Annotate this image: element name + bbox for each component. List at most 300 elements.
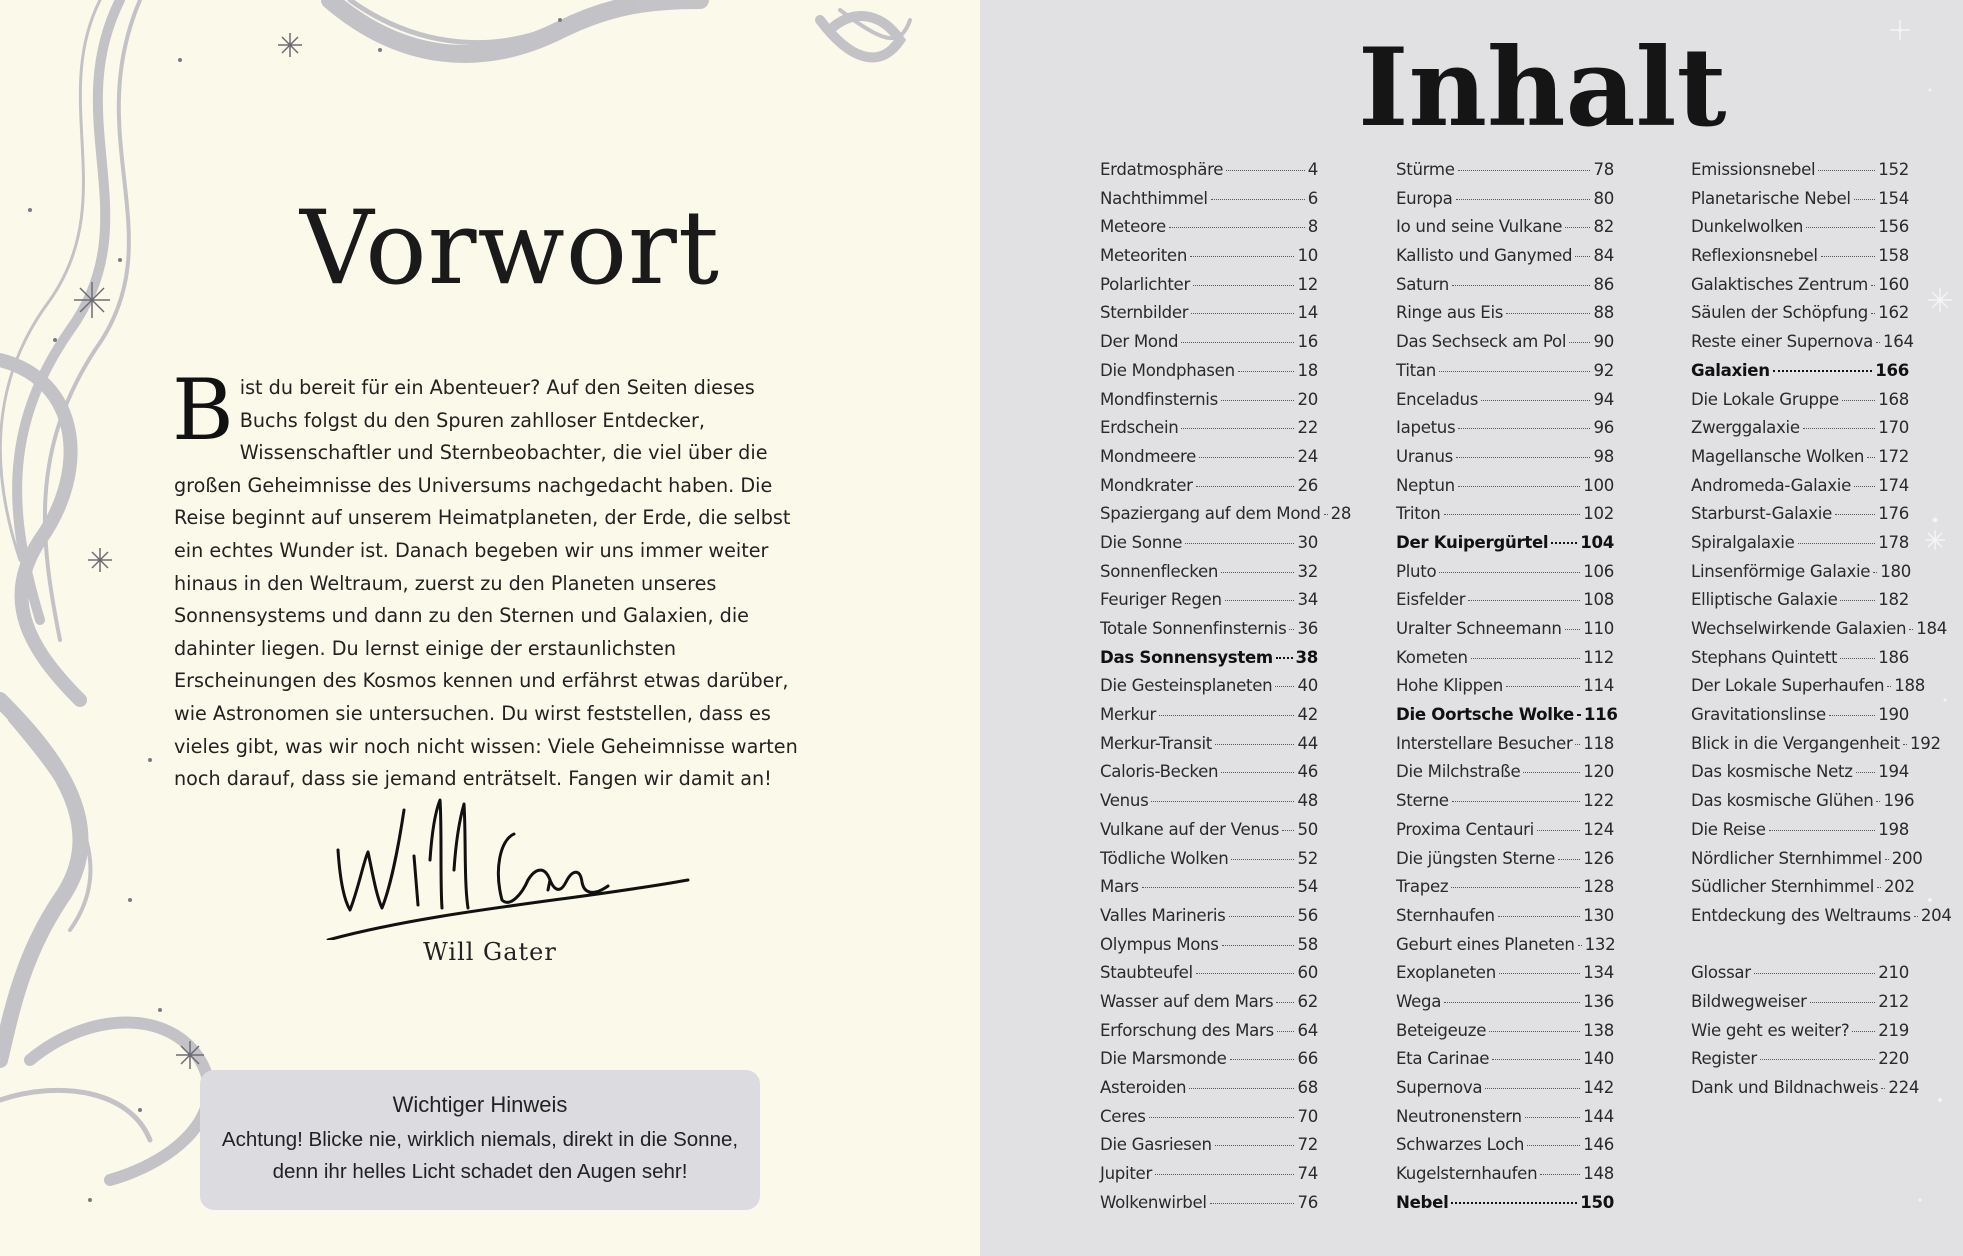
toc-entry-title: Beteigeuze — [1396, 1020, 1487, 1040]
toc-entry[interactable] — [1396, 1107, 1614, 1136]
toc-leader-dots — [1803, 428, 1875, 429]
toc-leader-dots — [1324, 514, 1328, 515]
toc-entry-page: 86 — [1593, 274, 1614, 294]
toc-entry-title: Feuriger Regen — [1100, 590, 1222, 610]
toc-entry-title: Spaziergang auf dem Mond — [1100, 504, 1321, 524]
toc-entry[interactable] — [1691, 332, 1914, 361]
toc-entry-title: Erdatmosphäre — [1100, 160, 1224, 179]
toc-entry-page: 190 — [1878, 705, 1909, 725]
toc-entry[interactable] — [1396, 734, 1614, 763]
toc-entry[interactable] — [1396, 877, 1614, 906]
toc-leader-dots — [1871, 313, 1875, 314]
toc-entry-page: 132 — [1584, 934, 1616, 954]
toc-entry-title: Südlicher Sternhimmel — [1691, 877, 1875, 897]
toc-entry-page: 76 — [1297, 1192, 1318, 1212]
toc-entry-title: Sternhaufen — [1396, 905, 1495, 925]
toc-entry[interactable] — [1100, 189, 1318, 218]
toc-entry[interactable] — [1396, 676, 1614, 705]
toc-entry-page: 92 — [1593, 360, 1614, 380]
toc-entry[interactable] — [1100, 762, 1318, 791]
toc-leader-dots — [1821, 256, 1876, 257]
toc-leader-dots — [1485, 1088, 1580, 1089]
toc-entry-page: 136 — [1583, 991, 1614, 1011]
toc-entry[interactable] — [1100, 361, 1318, 390]
toc-entry[interactable] — [1100, 1078, 1318, 1107]
toc-entry-title: Jupiter — [1100, 1164, 1152, 1184]
toc-entry[interactable] — [1100, 332, 1318, 361]
toc-entry-title: Emissionsnebel — [1691, 160, 1816, 179]
toc-entry-page: 66 — [1297, 1049, 1318, 1069]
toc-entry[interactable] — [1691, 992, 1909, 1021]
toc-leader-dots — [1877, 887, 1881, 888]
toc-entry-page: 110 — [1583, 619, 1614, 638]
toc-leader-dots — [1196, 973, 1295, 974]
toc-entry-page: 178 — [1878, 532, 1909, 552]
toc-entry-page: 128 — [1583, 877, 1614, 897]
toc-entry-page: 54 — [1297, 877, 1318, 897]
toc-entry-title: Vulkane auf der Venus — [1100, 819, 1280, 839]
toc-entry-title: Trapez — [1396, 877, 1449, 897]
toc-entry-title: Das Sonnensystem — [1100, 647, 1273, 667]
toc-entry-title: Starburst-Galaxie — [1691, 504, 1832, 524]
toc-entry-page: 88 — [1593, 303, 1614, 323]
toc-entry-title: Proxima Centauri — [1396, 819, 1534, 839]
toc-entry[interactable] — [1100, 303, 1318, 332]
notice-title: Wichtiger Hinweis — [392, 1092, 568, 1117]
toc-entry[interactable] — [1691, 246, 1909, 275]
toc-entry[interactable] — [1100, 619, 1318, 648]
toc-entry-title: Kugelsternhaufen — [1396, 1164, 1538, 1184]
toc-entry-title: Bildwegweiser — [1691, 991, 1807, 1011]
toc-entry-page: 104 — [1580, 532, 1614, 552]
toc-entry-title: Sterne — [1396, 791, 1449, 811]
toc-entry-page: 96 — [1593, 418, 1614, 438]
toc-entry-title: Die Oortsche Wolke — [1396, 705, 1574, 725]
toc-entry-title: Neptun — [1396, 475, 1455, 495]
toc-entry-title: Wechselwirkende Galaxien — [1691, 619, 1907, 638]
toc-entry[interactable] — [1691, 562, 1909, 591]
toc-leader-dots — [1199, 457, 1294, 458]
toc-entry-title: Sonnenflecken — [1100, 561, 1219, 581]
toc-entry[interactable] — [1396, 447, 1614, 476]
toc-leader-dots — [1840, 658, 1875, 659]
toc-entry[interactable] — [1691, 390, 1909, 419]
toc-entry[interactable] — [1691, 160, 1909, 189]
toc-entry[interactable] — [1691, 963, 1909, 992]
toc-entry-title: Ringe aus Eis — [1396, 303, 1504, 323]
toc-entry[interactable] — [1396, 361, 1614, 390]
toc-leader-dots — [1468, 600, 1580, 601]
toc-entry-title: Uranus — [1396, 446, 1454, 466]
toc-section-heading[interactable] — [1396, 533, 1614, 562]
toc-entry[interactable] — [1691, 1078, 1920, 1107]
toc-entry[interactable] — [1691, 762, 1909, 791]
toc-entry-title: Stürme — [1396, 160, 1455, 179]
toc-leader-dots — [1829, 715, 1875, 716]
toc-entry-title: Caloris-Becken — [1100, 762, 1219, 782]
toc-entry[interactable] — [1100, 246, 1318, 275]
toc-leader-dots — [1810, 1002, 1876, 1003]
toc-entry-title: Nebel — [1396, 1192, 1449, 1212]
toc-entry-page: 42 — [1297, 705, 1318, 725]
toc-leader-dots — [1769, 830, 1876, 831]
toc-leader-dots — [1225, 600, 1295, 601]
toc-entry-title: Erforschung des Mars — [1100, 1020, 1274, 1040]
toc-entry-title: Totale Sonnenfinsternis — [1100, 619, 1287, 638]
toc-leader-dots — [1181, 342, 1294, 343]
toc-leader-dots — [1142, 887, 1295, 888]
toc-entry[interactable] — [1100, 1193, 1318, 1222]
toc-entry-page: 12 — [1297, 274, 1318, 294]
toc-entry[interactable] — [1100, 275, 1318, 304]
toc-entry[interactable] — [1396, 992, 1614, 1021]
toc-entry[interactable] — [1396, 906, 1614, 935]
toc-entry-page: 114 — [1583, 676, 1614, 696]
toc-entry-page: 184 — [1916, 619, 1948, 638]
toc-entry-page: 200 — [1891, 848, 1923, 868]
toc-entry-page: 186 — [1878, 647, 1909, 667]
toc-entry[interactable] — [1691, 217, 1909, 246]
toc-entry-page: 40 — [1297, 676, 1318, 696]
toc-entry-title: Die Marsmonde — [1100, 1049, 1227, 1069]
toc-entry-page: 122 — [1583, 791, 1614, 811]
toc-entry[interactable] — [1691, 791, 1915, 820]
foreword-title: Vorwort — [300, 189, 720, 308]
toc-entry[interactable] — [1100, 877, 1318, 906]
toc-leader-dots — [1852, 1031, 1875, 1032]
toc-entry[interactable] — [1396, 935, 1614, 964]
toc-entry[interactable] — [1100, 447, 1318, 476]
toc-entry[interactable] — [1691, 590, 1909, 619]
toc-entry-title: Register — [1691, 1049, 1757, 1069]
warning-notice — [200, 1070, 760, 1210]
toc-entry-page: 168 — [1878, 389, 1909, 409]
toc-entry-page: 84 — [1593, 246, 1614, 266]
toc-entry-page: 170 — [1878, 418, 1909, 438]
toc-leader-dots — [1181, 428, 1294, 429]
toc-entry[interactable] — [1100, 791, 1318, 820]
toc-entry[interactable] — [1396, 476, 1614, 505]
toc-entry[interactable] — [1396, 160, 1614, 189]
toc-entry-page: 98 — [1593, 446, 1614, 466]
toc-entry[interactable] — [1396, 562, 1614, 591]
toc-entry[interactable] — [1691, 275, 1909, 304]
toc-entry-page: 124 — [1583, 819, 1614, 839]
toc-leader-dots — [1489, 1031, 1580, 1032]
toc-leader-dots — [1525, 1117, 1581, 1118]
toc-entry-page: 146 — [1583, 1135, 1614, 1155]
toc-section-heading[interactable] — [1396, 1193, 1614, 1222]
toc-entry-title: Andromeda-Galaxie — [1691, 475, 1852, 495]
toc-entry-title: Die Gasriesen — [1100, 1135, 1212, 1155]
toc-entry[interactable] — [1100, 734, 1318, 763]
toc-entry[interactable] — [1396, 390, 1614, 419]
toc-entry[interactable] — [1396, 332, 1614, 361]
toc-entry[interactable] — [1691, 733, 1941, 763]
toc-entry[interactable] — [1100, 476, 1318, 505]
toc-leader-dots — [1842, 400, 1875, 401]
toc-leader-dots — [1575, 256, 1590, 257]
toc-entry[interactable] — [1691, 1021, 1909, 1050]
toc-leader-dots — [1575, 744, 1580, 745]
toc-leader-dots — [1149, 1117, 1295, 1118]
toc-entry-title: Das kosmische Netz — [1691, 762, 1853, 782]
toc-leader-dots — [1506, 686, 1580, 687]
toc-entry[interactable] — [1100, 390, 1318, 419]
toc-entry[interactable] — [1396, 1164, 1614, 1193]
toc-leader-dots — [1444, 1002, 1580, 1003]
toc-section-heading[interactable] — [1100, 648, 1318, 677]
toc-entry-title: Gravitationslinse — [1691, 705, 1826, 725]
toc-entry-title: Die jüngsten Sterne — [1396, 848, 1556, 868]
toc-leader-dots — [1773, 370, 1872, 372]
toc-entry-page: 36 — [1297, 619, 1318, 638]
toc-entry-title: Säulen der Schöpfung — [1691, 303, 1868, 323]
toc-entry-title: Planetarische Nebel — [1691, 188, 1851, 208]
toc-leader-dots — [1211, 199, 1305, 200]
toc-leader-dots — [1506, 313, 1590, 314]
toc-section-heading[interactable] — [1691, 361, 1909, 390]
toc-leader-dots — [1452, 285, 1591, 286]
toc-leader-dots — [1159, 715, 1294, 716]
toc-entry[interactable] — [1396, 963, 1614, 992]
toc-entry[interactable] — [1396, 762, 1614, 791]
toc-entry[interactable] — [1396, 246, 1614, 275]
toc-entry-title: Polarlichter — [1100, 274, 1190, 294]
toc-entry[interactable] — [1396, 820, 1614, 849]
toc-entry[interactable] — [1100, 676, 1318, 705]
toc-leader-dots — [1439, 371, 1591, 372]
toc-leader-dots — [1798, 543, 1876, 544]
toc-entry[interactable] — [1396, 504, 1614, 533]
toc-leader-dots — [1498, 916, 1580, 917]
toc-entry-page: 212 — [1878, 991, 1909, 1011]
toc-entry[interactable] — [1396, 217, 1614, 246]
toc-leader-dots — [1909, 629, 1913, 630]
toc-entry[interactable] — [1691, 1049, 1909, 1078]
toc-entry[interactable] — [1396, 1021, 1614, 1050]
toc-entry[interactable] — [1100, 1021, 1318, 1050]
toc-entry[interactable] — [1691, 619, 1948, 648]
toc-entry-page: 196 — [1883, 791, 1915, 811]
toc-entry-title: Wolkenwirbel — [1100, 1192, 1207, 1212]
toc-entry-title: Supernova — [1396, 1078, 1483, 1097]
toc-entry[interactable] — [1100, 160, 1318, 189]
toc-entry[interactable] — [1100, 418, 1318, 447]
toc-entry[interactable] — [1100, 590, 1318, 619]
dropcap-letter: B — [172, 361, 234, 459]
toc-entry[interactable] — [1691, 303, 1909, 332]
toc-entry-title: Die Mondphasen — [1100, 360, 1235, 380]
toc-entry-title: Der Lokale Superhaufen — [1691, 676, 1885, 696]
toc-leader-dots — [1537, 830, 1580, 831]
toc-entry-title: Triton — [1396, 504, 1441, 524]
toc-entry-title: Der Kuipergürtel — [1396, 532, 1549, 552]
toc-entry[interactable] — [1691, 533, 1909, 562]
toc-leader-dots — [1215, 744, 1295, 745]
toc-entry[interactable] — [1396, 791, 1614, 820]
toc-entry[interactable] — [1100, 1049, 1318, 1078]
toc-entry[interactable] — [1100, 1107, 1318, 1136]
toc-entry-title: Die Milchstraße — [1396, 762, 1521, 782]
toc-entry[interactable] — [1100, 504, 1352, 533]
toc-entry-page: 10 — [1297, 246, 1318, 266]
toc-entry-title: Das Sechseck am Pol — [1396, 332, 1567, 352]
toc-entry-title: Wie geht es weiter? — [1691, 1020, 1850, 1040]
toc-leader-dots — [1230, 1059, 1295, 1060]
toc-section-heading[interactable] — [1396, 705, 1618, 734]
toc-entry-title: Kometen — [1396, 647, 1468, 667]
toc-entry-title: Galaktisches Zentrum — [1691, 274, 1869, 294]
toc-entry-title: Eta Carinae — [1396, 1049, 1490, 1069]
toc-entry[interactable] — [1100, 1135, 1318, 1164]
toc-entry[interactable] — [1691, 877, 1915, 906]
toc-leader-dots — [1565, 629, 1581, 630]
toc-entry-page: 102 — [1583, 504, 1614, 524]
toc-entry[interactable] — [1396, 1135, 1614, 1164]
toc-entry[interactable] — [1691, 848, 1923, 878]
toc-entry-page: 116 — [1583, 705, 1618, 725]
toc-entry[interactable] — [1691, 648, 1909, 677]
toc-entry[interactable] — [1396, 648, 1614, 677]
toc-entry[interactable] — [1691, 504, 1909, 533]
toc-entry-page: 44 — [1297, 733, 1318, 753]
toc-entry-page: 90 — [1593, 332, 1614, 352]
toc-leader-dots — [1169, 227, 1305, 228]
foreword-text — [172, 361, 814, 796]
toc-entry[interactable] — [1691, 705, 1909, 734]
toc-entry[interactable] — [1100, 992, 1318, 1021]
toc-entry[interactable] — [1691, 447, 1909, 476]
toc-leader-dots — [1854, 199, 1876, 200]
toc-entry-title: Stephans Quintett — [1691, 647, 1838, 667]
toc-leader-dots — [1190, 256, 1294, 257]
toc-entry-title: Meteore — [1100, 217, 1166, 237]
toc-entry-page: 74 — [1297, 1164, 1318, 1184]
toc-entry[interactable] — [1100, 906, 1318, 935]
toc-entry-page: 138 — [1583, 1020, 1614, 1040]
toc-leader-dots — [1887, 686, 1891, 687]
toc-column-1 — [1100, 160, 1352, 1221]
toc-entry-page: 156 — [1878, 217, 1909, 237]
toc-entry[interactable] — [1691, 676, 1926, 705]
toc-entry[interactable] — [1100, 849, 1318, 878]
toc-entry-title: Merkur-Transit — [1100, 733, 1212, 753]
toc-column-3 — [1691, 160, 1952, 1107]
toc-entry[interactable] — [1100, 562, 1318, 591]
toc-entry-title: Zwerggalaxie — [1691, 418, 1800, 438]
toc-entry-title: Saturn — [1396, 274, 1449, 294]
toc-entry-page: 14 — [1297, 303, 1318, 323]
toc-entry-title: Meteoriten — [1100, 246, 1188, 266]
toc-entry-page: 140 — [1583, 1049, 1614, 1069]
toc-entry[interactable] — [1691, 476, 1909, 505]
toc-entry[interactable] — [1100, 533, 1318, 562]
toc-entry[interactable] — [1396, 303, 1614, 332]
toc-entry[interactable] — [1100, 217, 1318, 246]
toc-entry-page: 16 — [1297, 332, 1318, 352]
toc-entry[interactable] — [1396, 418, 1614, 447]
toc-entry-title: Nachthimmel — [1100, 188, 1208, 208]
toc-leader-dots — [1276, 1002, 1294, 1003]
toc-entry-page: 30 — [1297, 532, 1318, 552]
toc-entry-page: 112 — [1583, 647, 1614, 667]
toc-leader-dots — [1458, 428, 1590, 429]
toc-entry-title: Elliptische Galaxie — [1691, 590, 1838, 610]
toc-entry-page: 18 — [1297, 360, 1318, 380]
toc-leader-dots — [1523, 772, 1580, 773]
contents-title: Inhalt — [1358, 25, 1727, 151]
toc-entry-page: 28 — [1330, 504, 1352, 524]
toc-leader-dots — [1456, 199, 1591, 200]
toc-entry[interactable] — [1691, 820, 1909, 849]
toc-entry-title: Nördlicher Sternhimmel — [1691, 848, 1882, 868]
toc-entry[interactable] — [1100, 963, 1318, 992]
toc-entry-page: 46 — [1297, 762, 1318, 782]
toc-entry[interactable] — [1396, 1078, 1614, 1107]
toc-entry-page: 134 — [1583, 963, 1614, 983]
toc-entry-page: 152 — [1878, 160, 1909, 179]
toc-entry[interactable] — [1100, 1164, 1318, 1193]
toc-entry-page: 210 — [1878, 963, 1909, 983]
toc-entry-page: 142 — [1583, 1078, 1614, 1097]
toc-entry-page: 4 — [1307, 160, 1318, 179]
toc-leader-dots — [1527, 1145, 1580, 1146]
toc-entry[interactable] — [1396, 189, 1614, 218]
toc-entry[interactable] — [1396, 849, 1614, 878]
toc-entry-page: 106 — [1583, 561, 1614, 581]
toc-entry[interactable] — [1396, 275, 1614, 304]
toc-entry-page: 219 — [1878, 1020, 1909, 1040]
toc-entry[interactable] — [1396, 619, 1614, 648]
toc-entry-page: 48 — [1297, 791, 1318, 811]
toc-entry[interactable] — [1100, 705, 1318, 734]
toc-entry[interactable] — [1396, 1049, 1614, 1078]
toc-leader-dots — [1193, 285, 1295, 286]
toc-entry-title: Das kosmische Glühen — [1691, 791, 1874, 811]
toc-entry[interactable] — [1100, 935, 1318, 964]
toc-entry[interactable] — [1691, 418, 1909, 447]
toc-leader-dots — [1856, 772, 1876, 773]
toc-entry-page: 60 — [1297, 963, 1318, 983]
toc-entry-title: Olympus Mons — [1100, 934, 1219, 954]
toc-entry-page: 180 — [1880, 561, 1911, 581]
toc-leader-dots — [1451, 887, 1580, 888]
toc-entry-page: 130 — [1583, 905, 1614, 925]
toc-entry-title: Europa — [1396, 188, 1453, 208]
toc-entry-title: Asteroiden — [1100, 1078, 1187, 1097]
toc-entry[interactable] — [1396, 590, 1614, 619]
toc-leader-dots — [1577, 714, 1581, 716]
toc-entry[interactable] — [1691, 905, 1952, 935]
toc-entry-title: Kallisto und Ganymed — [1396, 246, 1573, 266]
toc-entry-page: 158 — [1878, 246, 1909, 266]
toc-entry[interactable] — [1100, 820, 1318, 849]
toc-entry-page: 150 — [1580, 1192, 1614, 1212]
toc-entry-page: 166 — [1875, 360, 1909, 380]
toc-entry-title: Mondkrater — [1100, 475, 1193, 495]
toc-leader-dots — [1871, 285, 1875, 286]
toc-leader-dots — [1229, 916, 1295, 917]
toc-entry[interactable] — [1691, 189, 1909, 218]
toc-entry-page: 162 — [1878, 303, 1909, 323]
toc-entry-page: 78 — [1593, 160, 1614, 179]
toc-entry-page: 26 — [1297, 475, 1318, 495]
toc-leader-dots — [1558, 859, 1580, 860]
toc-entry-page: 94 — [1593, 389, 1614, 409]
toc-leader-dots — [1569, 342, 1590, 343]
toc-entry-page: 182 — [1878, 590, 1909, 610]
